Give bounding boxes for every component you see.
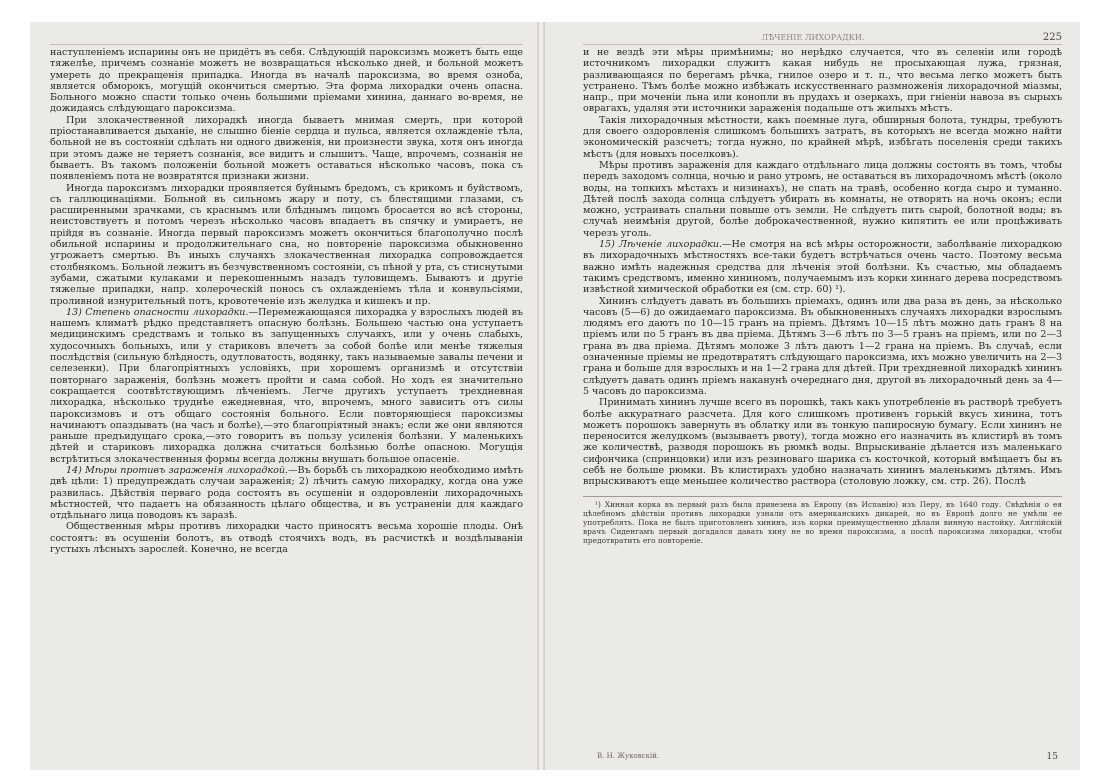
- section-13: [50, 307, 523, 465]
- section-heading: 14) Мѣры противъ зараженiя лихорадкой.: [66, 464, 288, 476]
- paragraph: При злокачественной лихорадкѣ иногда бываетъ мнимая смерть, при которой прiостанавливается дыханiе, не слышно бiенiе сердца и пульса, является охлажденiе тѣла, больной не въ состоянiи сдѣлать ни одного движенiя, ни произнести звука, хотя онъ иногда при этомъ даже не теряетъ сознанiя, все видитъ и слышитъ. Чаще, впрочемъ, сознанiя не бываетъ. Въ такомъ положенiи больной можетъ оставаться нѣсколько часовъ, пока съ появленiемъ пота не возвратятся признаки жизни.: [50, 114, 523, 183]
- section-15: [583, 239, 1062, 295]
- section-text: —Въ борьбѣ съ лихорадкою необходимо имѣть двѣ цѣли: 1) предупреждать случаи зараженiя; 2) лѣчить самую лихорадку, когда она уже развилась. Дѣйствiя перваго рода состоятъ въ осушенiи и оздоровленiи лихорадочныхъ мѣстностей, что падаетъ на обязанность цѣлаго общества, и въ устраненiи для каждаго отдѣльнаго лица поводовъ къ заразѣ.: [50, 464, 523, 522]
- paragraph: и не вездѣ эти мѣры примѣнимы; но нерѣдко случается, что въ селенiи или городѣ источникомъ лихорадки служитъ какая нибудь не просыхающая лужа, грязная, разливающаяся по берегамъ рѣчка, гнилое озеро и т. п., что весьма легко можетъ быть устранено. Тѣмъ болѣе можно избѣжать искусственнаго размноженiя лихорадочной мiазмы, напр., при моченiи льна или конопли въ прудахъ и озеркахъ, при гнiенiи навоза въ сырыхъ оврагахъ, удаляя эти источники зараженiя подальше отъ жилыхъ мѣстъ.: [583, 47, 1062, 115]
- paragraph: Иногда пароксизмъ лихорадки проявляется буйнымъ бредомъ, съ крикомъ и буйствомъ, съ галлюцинацiями. Больной въ сильномъ жару и поту, съ блестящими глазами, съ расширенными зрачками, съ краснымъ или блѣднымъ лицомъ бросается во всѣ стороны, неистовствуетъ и потомъ черезъ нѣсколько часовъ впадаетъ въ спячку и умираетъ, не прiйдя въ сознанiе. Иногда первый пароксизмъ можетъ окончиться благополучно послѣ обильной испарины и продолжительнаго сна, но повторенiе пароксизма обыкновенно угрожаетъ смертью. Въ иныхъ случаяхъ злокачественная лихорадка сопровождается столбнякомъ. Больной лежитъ въ безчувственномъ состоянiи, съ пѣной у рта, съ стиснутыми зубами, сжатыми кулаками и перекошеннымъ назадъ туловищемъ. Бываютъ и другiе тяжелые припадки, напр. холероческiй понось съ охлажденiемъ тѣла и конвульсiями, проливной изнурительный потъ, кровотеченiе изъ желудка и кишекъ и пр.: [50, 182, 523, 307]
- right-page-footer: [597, 752, 1058, 762]
- sheet-number: 15: [1046, 752, 1058, 762]
- right-page-body: [583, 47, 1062, 488]
- section-heading: 15) Лѣченiе лихорадки.: [599, 239, 722, 251]
- left-page-body: [50, 47, 523, 555]
- right-page: [545, 22, 1080, 770]
- right-page-header: [583, 32, 1062, 45]
- paragraph: наступленiемъ испарины онъ не придётъ въ себя. Слѣдующiй пароксизмъ можетъ быть еще тяжелѣе, причемъ сознанiе можетъ не возвращаться нѣсколько дней, и больной можетъ умереть до прекращенiя припадка. Иногда въ началѣ пароксизма, во время озноба, является обморокъ, могущiй окончиться смертью. Эта форма лихорадки очень опасна. Больного можно спасти только очень большими прiемами хинина, даннаго во-время, не дожидаясь слѣдующаго пароксизма.: [50, 47, 523, 115]
- section-text: —Не смотря на всѣ мѣры осторожности, заболѣванiе лихорадкою въ лихорадочныхъ мѣстностяхъ все-таки будетъ встрѣчаться очень часто. Поэтому весьма важно имѣть надежныя средства для лѣченiя этой болѣзни. Къ счастью, мы обладаемъ такимъ средствомъ, именно хининомъ, получаемымъ изъ корки хиннаго дерева посредствомъ извѣстной химической обработки ея (см. стр. 60) ¹).: [583, 239, 1062, 296]
- section-heading: 13) Степень опасности лихорадки.: [66, 306, 249, 318]
- paragraph: Мѣры противъ зараженiя для каждаго отдѣльнаго лица должны состоять въ томъ, чтобы передъ заходомъ солнца, ночью и рано утромъ, не оставаться въ лихорадочномъ мѣстѣ (около воды, на топкихъ мѣстахъ и низинахъ), не спать на травѣ, особенно когда сыро и туманно. Дѣтей послѣ захода солнца слѣдуетъ убирать въ комнаты, не отворять на ночь оконъ; если можно, устраивать спальни повыше отъ земли. Не слѣдуетъ пить сырой, болотной воды; въ случаѣ неимѣнiя другой, болѣе доброкачественной, нужно кипятить ее или процѣживать черезъ уголь.: [583, 159, 1062, 239]
- footnote: ¹) Хинная корка въ первый разъ была привезена въ Европу (въ Испанiю) изъ Перу, въ 1640 году. Свѣдѣнiя о ея цѣлебномъ дѣйствiи противъ лихорадки узнали отъ американскихъ дикарей, но въ Европѣ долго не умѣли ее употреблять. Пока не былъ приготовленъ хининъ, изъ корки преимущественно дѣлали винную настойку. Англiйскiй врачъ Сиденгамъ первый догадался давать хину не во время пароксизма, а послѣ пароксизма лихорадки, чтобы предотвратить его повторенiе.: [583, 499, 1062, 546]
- running-title: ЛѢЧЕНIЕ ЛИХОРАДКИ.: [761, 33, 865, 42]
- paragraph: Общественныя мѣры противъ лихорадки часто приносятъ весьма хорошiе плоды. Онѣ состоятъ: въ осушенiи болотъ, въ отводѣ стоячихъ водъ, въ расчисткѣ и воздѣлыванiи густыхъ лѣсныхъ зарослей. Конечно, не всегда: [50, 521, 523, 556]
- left-page: [30, 22, 537, 770]
- book-gutter: [537, 22, 545, 770]
- section-14: [50, 465, 523, 521]
- footnotes: [583, 496, 1062, 546]
- section-text: —Перемежающаяся лихорадка у взрослыхъ людей въ нашемъ климатѣ рѣдко представляетъ опасную болѣзнь. Большею частью она уступаетъ медицинскимъ средствамъ и только въ запущенныхъ случаяхъ, или у очень слабыхъ, худосочныхъ больныхъ, или у стариковъ влечетъ за собой болѣе или менѣе тяжелыя послѣдствiя (сильную блѣдность, одутловатость, водянку, такъ называемые завалы печени и селезенки). При благопрiятныхъ условiяхъ, при хорошемъ организмѣ и отсутствiи повторнаго зараженiя, болѣзнь можетъ пройти и сама собой. Но ходъ ея значительно сокращается соотвѣтствующимъ лѣченiемъ. Легче другихъ уступаетъ трехдневная лихорадка, нѣсколько труднѣе ежедневная, что, впрочемъ, много зависитъ отъ силы пароксизмовъ и отъ общаго состоянiя больного. Если повторяющiеся пароксизмы начинаютъ опаздывать (на часъ и болѣе),—это благопрiятный знакъ; если же они являются раньше предъидущаго срока,—это говоритъ въ пользу усиленiя болѣзни. У маленькихъ дѣтей и стариковъ лихорадка должна считаться болѣзнью болѣе опасною. Могущiя встрѣтиться злокачественныя формы всегда должны внушать большое опасенiе.: [50, 306, 523, 465]
- left-page-header: [50, 32, 523, 45]
- page-number: 225: [1042, 32, 1062, 43]
- printer-signature: В. Н. Жуковскiй.: [597, 752, 660, 760]
- paragraph: Хининъ слѣдуетъ давать въ большихъ прiемахъ, одинъ или два раза въ день, за нѣсколько часовъ (5—6) до ожидаемаго пароксизма. Въ обыкновенныхъ случаяхъ лихорадки взрослымъ людямъ его даютъ по 10—15 гранъ на прiемъ. Дѣтямъ 10—15 лѣтъ можно дать гранъ 8 на прiемъ или по 5 гранъ въ два прiема. Дѣтямъ 3—6 лѣтъ по 3—5 гранъ на прiемъ, или по 2—3 грана въ два прiема. Дѣтямъ моложе 3 лѣтъ даютъ 1—2 грана на прiемъ. Въ случаѣ, если означенные прiемы не предотвратятъ слѣдующаго пароксизма, ихъ можно увеличить на 2—3 грана и больше для взрослыхъ и на 1—2 грана для дѣтей. При трехдневной лихорадкѣ хининъ слѣдуетъ давать одинъ прiемъ наканунѣ очереднаго дня, другой въ лихорадочный день за 4—5 часовъ до пароксизма.: [583, 295, 1062, 397]
- paragraph: Принимать хининъ лучше всего въ порошкѣ, такъ какъ употребленiе въ растворѣ требуетъ болѣе аккуратнаго разсчета. Для кого слишкомъ противенъ горькiй вкусъ хинина, тотъ можетъ порошокъ завернуть въ облатку или въ тонкую папиросную бумагу. Если хининъ не переносится желудкомъ (вызываетъ рвоту), тогда можно его назначить въ клистирѣ въ томъ же количествѣ, разводя порошокъ въ рюмкѣ воды. Впрыскиванiе дѣлается изъ маленькаго сифончика (спринцовки) или изъ резиноваго шарика съ косточкой, который вмѣщаетъ бы въ себѣ не больше рюмки. Въ клистирахъ удобно назначать хининъ маленькимъ дѣтямъ. Имъ впрыскиваютъ еще меньшее количество раствора (столовую ложку, см. стр. 26). Послѣ: [583, 397, 1062, 488]
- paragraph: Такiя лихорадочныя мѣстности, какъ поемные луга, обширныя болота, тундры, требуютъ для своего оздоровленiя слишкомъ большихъ затратъ, въ которыхъ не всегда можно найти экономическiй разсчетъ; тогда нужно, по крайней мѣрѣ, избѣгать поселенiя среди такихъ мѣстъ (для новыхъ поселковъ).: [583, 114, 1062, 160]
